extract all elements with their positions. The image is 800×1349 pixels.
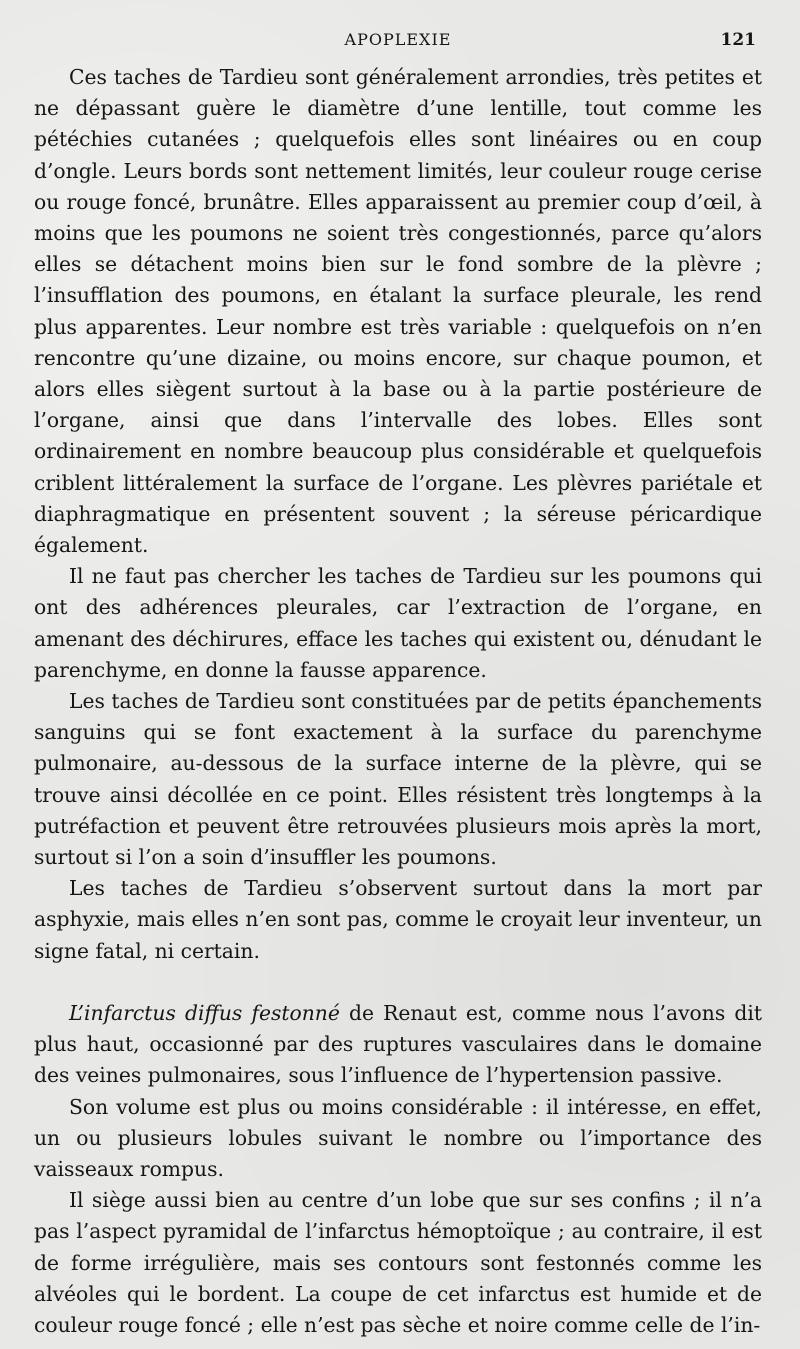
paragraph-7-text: Il siège aussi bien au centre d’un lobe que sur ses confins ; il n’a pas l’aspect pyramidal de l’infarctus hémoptoïque ; au contraire, il est de forme irrégulière, mais ses contours sont festonnés comme les alvéoles qui le bordent. La coupe de cet infarctus est humide et de couleur rouge foncé ; elle n’est pas sèche et noire comme celle de l’in-	[34, 1188, 762, 1337]
paragraph-2-text: Il ne faut pas chercher les taches de Tardieu sur les poumons qui ont des adhérences pleurales, car l’extraction de l’organe, en amenant des déchirures, efface les taches qui existent ou, dénudant le parenchyme, en donne la fausse apparence.	[34, 564, 762, 682]
running-title: APOPLEXIE	[344, 30, 452, 49]
paragraph-6	[34, 1092, 762, 1186]
paragraph-7	[34, 1185, 762, 1341]
section-gap	[34, 967, 762, 998]
page-header	[34, 0, 762, 62]
paragraph-1	[34, 62, 762, 561]
paragraph-2	[34, 561, 762, 686]
paragraph-1-text: Ces taches de Tardieu sont généralement arrondies, très petites et ne dépassant guère le diamètre d’une lentille, tout comme les pétéchies cutanées ; quelquefois elles sont linéaires ou en coup d’ongle. Leurs bords sont nettement limités, leur couleur rouge cerise ou rouge foncé, brunâtre. Elles apparaissent au premier coup d’œil, à moins que les poumons ne soient très congestionnés, parce qu’alors elles se détachent moins bien sur le fond sombre de la plèvre ; l’insufflation des poumons, en étalant la surface pleurale, les rend plus apparentes. Leur nombre est très variable : quelquefois on n’en rencontre qu’une dizaine, ou moins encore, sur chaque poumon, et alors elles siègent surtout à la base ou à la partie postérieure de l’organe, ainsi que dans l’intervalle des lobes. Elles sont ordinairement en nombre beaucoup plus considérable et quelquefois criblent littéralement la surface de l’organe. Les plèvres pariétale et diaphragmatique en présentent souvent ; la séreuse péricardique également.	[34, 65, 762, 558]
paragraph-5	[34, 998, 762, 1092]
paragraph-5-text: de Renaut est, comme nous l’avons dit plus haut, occasionné par des ruptures vasculaires dans le domaine des veines pulmonaires, sous l’influence de l’hypertension passive.	[34, 1000, 762, 1088]
paragraph-4	[34, 873, 762, 967]
paragraph-4-text: Les taches de Tardieu s’observent surtout dans la mort par asphyxie, mais elles n’en sont pas, comme le croyait leur inventeur, un signe fatal, ni certain.	[34, 876, 762, 963]
paragraph-3-text: Les taches de Tardieu sont constituées par de petits épanchements sanguins qui se font exactement à la surface du parenchyme pulmonaire, au-dessous de la surface interne de la plèvre, qui se trouve ainsi décollée en ce point. Elles résistent très longtemps à la putréfaction et peuvent être retrouvées plusieurs mois après la mort, surtout si l’on a soin d’insuffler les poumons.	[34, 689, 762, 870]
page-number: 121	[720, 30, 756, 50]
body-text	[34, 62, 762, 1341]
paragraph-3	[34, 686, 762, 873]
paragraph-5-italic-lead: L’infarctus diffus festonné	[69, 1000, 340, 1025]
paragraph-6-text: Son volume est plus ou moins considérable : il intéresse, en effet, un ou plusieurs lobules suivant le nombre ou l’importance des vaisseaux rompus.	[34, 1094, 762, 1181]
